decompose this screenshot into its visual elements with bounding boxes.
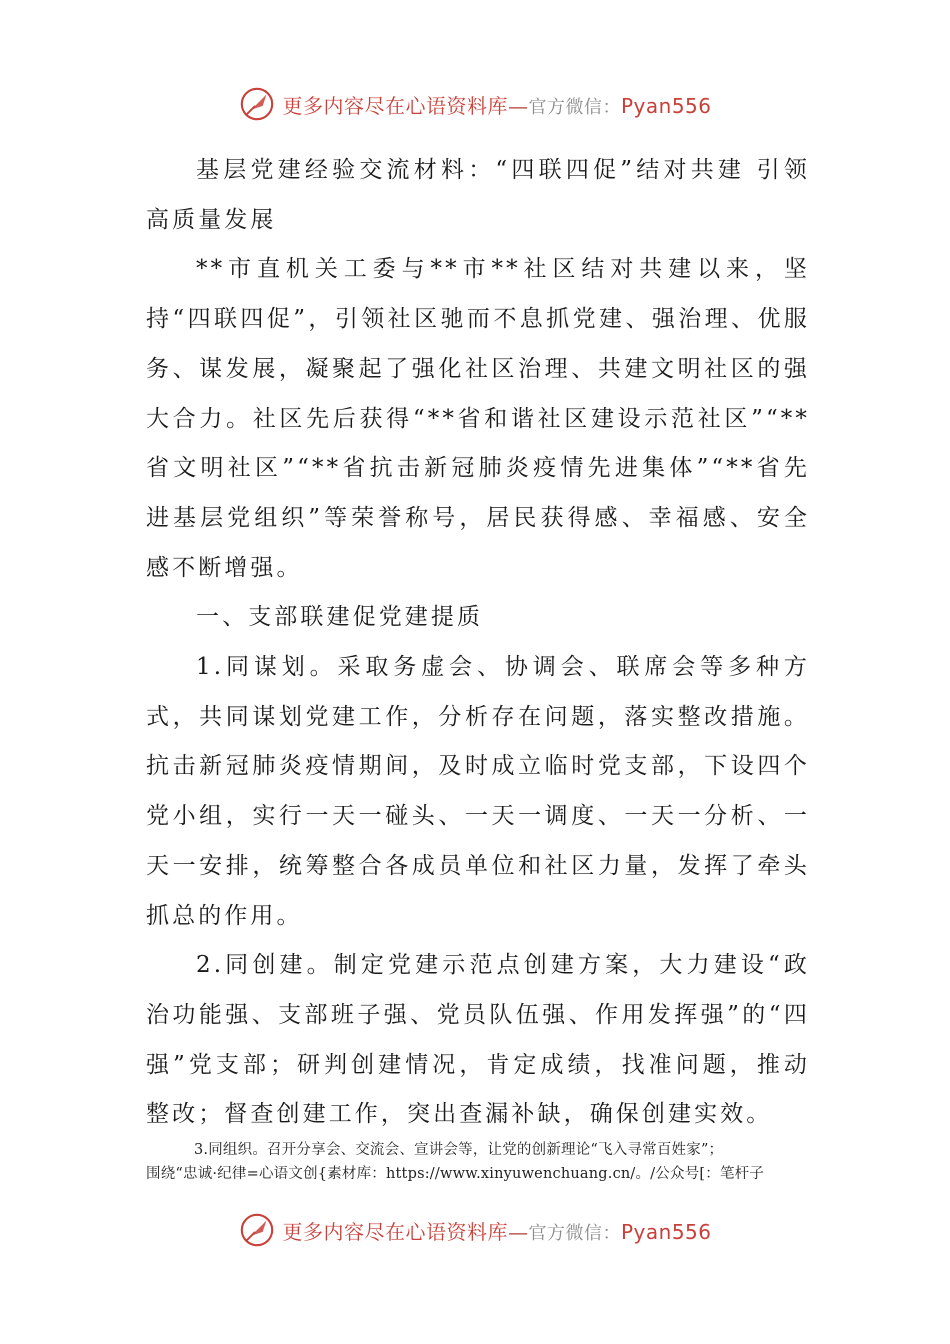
footer-banner — [0, 1208, 950, 1252]
quill-logo-icon — [238, 85, 276, 123]
document-body — [146, 146, 810, 1140]
paragraph-intro: **市直机关工委与**市**社区结对共建以来，坚持“四联四促”，引领社区驰而不息抓党建、强治理、优服务、谋发展，凝聚起了强化社区治理、共建文明社区的强大合力。社区先后获得“**省和谐社区建设示范社区”“**省文明社区”“**省抗击新冠肺炎疫情先进集体”“**省先进基层党组织”等荣誉称号，居民获得感、幸福感、安全感不断增强。 — [146, 256, 810, 581]
header-banner — [0, 82, 950, 126]
banner-main-text: 更多内容尽在心语资料库 — [282, 1219, 508, 1244]
banner-main-text: 更多内容尽在心语资料库 — [282, 93, 508, 118]
paragraph-item-1: 1.同谋划。采取务虚会、协调会、联席会等多种方式，共同谋划党建工作，分析存在问题，落实整改措施。抗击新冠肺炎疫情期间，及时成立临时党支部，下设四个党小组，实行一天一碰头、一天一调度、一天一分析、一天一安排，统筹整合各成员单位和社区力量，发挥了牵头抓总的作用。 — [146, 654, 810, 929]
section-heading-1: 一、支部联建促党建提质 — [196, 604, 484, 631]
banner-wechat-label: 官方微信： — [528, 1222, 621, 1244]
banner-dash: — — [507, 1219, 529, 1244]
paragraph-item-2: 2.同创建。制定党建示范点创建方案，大力建设“政治功能强、支部班子强、党员队伍强、作用发挥强”的“四强”党支部；研判创建情况，肯定成绩，找准问题，推动整改；督查创建工作，突出查漏补缺，确保创建实效。 — [146, 952, 810, 1128]
banner-wechat-id: Pyan556 — [620, 93, 712, 118]
small-print-text — [146, 1138, 810, 1186]
small-print-line-1: 3.同组织。召开分享会、交流会、宣讲会等，让党的创新理论“飞入寻常百姓家”； — [194, 1142, 724, 1158]
banner-dash: — — [507, 93, 529, 118]
banner-text — [282, 90, 711, 119]
banner-wechat-label: 官方微信： — [528, 96, 621, 118]
banner-text — [282, 1216, 711, 1245]
document-title: 基层党建经验交流材料：“四联四促”结对共建 引领高质量发展 — [146, 157, 810, 233]
quill-logo-icon — [238, 1211, 276, 1249]
small-print-line-2: 围绕“忠诚·纪律=心语文创{素材库：https://www.xinyuwenchuang.cn/。/公众号[：笔杆子 — [146, 1166, 765, 1182]
banner-wechat-id: Pyan556 — [620, 1219, 712, 1244]
